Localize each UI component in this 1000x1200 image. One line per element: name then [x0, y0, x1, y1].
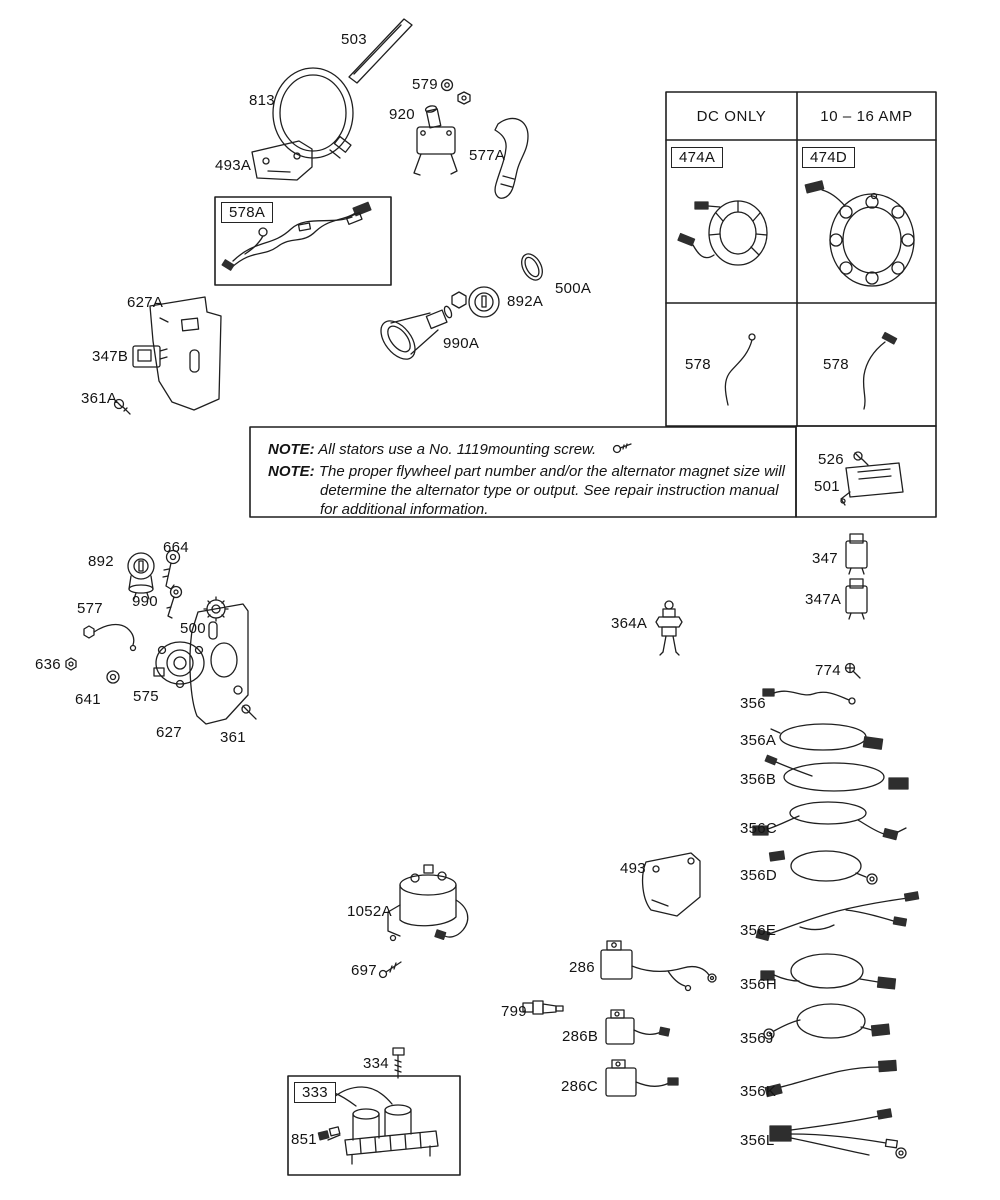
callout-356H: 356H — [740, 976, 778, 993]
part-347-switch-drawing — [846, 534, 867, 574]
callout-578-dc: 578 — [685, 356, 711, 373]
part-347B-switch-drawing — [133, 346, 167, 367]
note-2 — [268, 462, 786, 519]
callout-356J: 356J — [740, 1030, 774, 1047]
part-526-screw-drawing — [854, 452, 868, 465]
callout-347A: 347A — [805, 591, 842, 608]
callout-579: 579 — [412, 76, 438, 93]
callout-578A: 578A — [221, 202, 273, 223]
callout-474D: 474D — [802, 147, 855, 168]
part-334-bolt-drawing — [393, 1048, 404, 1078]
callout-774: 774 — [815, 662, 841, 679]
part-356K-wire-drawing — [765, 1060, 896, 1096]
callout-990: 990 — [132, 593, 158, 610]
part-575-module-drawing — [154, 642, 204, 688]
part-851-terminal-drawing — [318, 1127, 340, 1140]
part-356L-harness-drawing — [770, 1109, 906, 1158]
callout-799: 799 — [501, 1003, 527, 1020]
note-1 — [268, 440, 786, 459]
part-501-regulator-drawing — [841, 463, 903, 505]
part-641-washer-drawing — [107, 671, 119, 683]
callout-578-amp: 578 — [823, 356, 849, 373]
callout-474A: 474A — [671, 147, 723, 168]
part-990-key-drawing — [167, 587, 182, 619]
part-579-nut-drawing — [442, 80, 471, 105]
part-356H-wire-drawing — [761, 954, 895, 989]
callout-664: 664 — [163, 539, 189, 556]
callout-851: 851 — [291, 1131, 317, 1148]
callout-334: 334 — [363, 1055, 389, 1072]
part-578-wire-amp-drawing — [864, 333, 897, 409]
callout-920: 920 — [389, 106, 415, 123]
note-2-text: The proper flywheel part number and/or the alternator magnet size will determine the alternator type or output. See repair instruction manual for additional information. — [318, 463, 785, 519]
callout-361: 361 — [220, 729, 246, 746]
callout-636: 636 — [35, 656, 61, 673]
callout-813: 813 — [249, 92, 275, 109]
callout-493: 493 — [620, 860, 646, 877]
part-578-wire-dc-drawing — [725, 334, 755, 405]
part-493-bracket-drawing — [643, 853, 700, 916]
note-1-text: All stators use a No. 1119mounting screw. — [318, 441, 597, 458]
table-header-10-16-amp: 10 – 16 AMP — [820, 107, 913, 125]
callout-286C: 286C — [561, 1078, 599, 1095]
part-500A-o-ring-drawing — [517, 250, 546, 283]
part-493A-bracket-drawing — [252, 141, 312, 180]
part-892A-key-switch-drawing — [452, 287, 499, 317]
callout-1052A: 1052A — [347, 903, 392, 920]
callout-356C: 356C — [740, 820, 778, 837]
callout-503: 503 — [341, 31, 367, 48]
callout-892A: 892A — [507, 293, 544, 310]
callout-501: 501 — [814, 478, 840, 495]
part-286B-relay-drawing — [606, 1010, 670, 1044]
callout-356D: 356D — [740, 867, 778, 884]
callout-347: 347 — [812, 550, 838, 567]
callout-697: 697 — [351, 962, 377, 979]
callout-356K: 356K — [740, 1083, 777, 1100]
part-364A-oil-sensor-drawing — [656, 601, 682, 655]
part-356E-wire-drawing — [756, 892, 918, 941]
part-774-screw-drawing — [846, 664, 861, 679]
callout-364A: 364A — [611, 615, 648, 632]
callout-627A: 627A — [127, 294, 164, 311]
callout-990A: 990A — [443, 335, 480, 352]
note-2-prefix: NOTE: — [268, 463, 315, 481]
part-636-nut-drawing — [66, 658, 76, 670]
callout-286B: 286B — [562, 1028, 599, 1045]
part-920-ignition-coil-drawing — [414, 105, 457, 175]
callout-356: 356 — [740, 695, 766, 712]
callout-347B: 347B — [92, 348, 129, 365]
callout-356B: 356B — [740, 771, 777, 788]
part-503-strap-drawing — [349, 19, 412, 83]
part-356D-wire-drawing — [770, 851, 877, 884]
callout-577A: 577A — [469, 147, 506, 164]
part-474D-stator-drawing — [805, 181, 914, 286]
part-664-key-drawing — [163, 551, 180, 590]
callout-286: 286 — [569, 959, 595, 976]
callout-356E: 356E — [740, 922, 777, 939]
part-356B-wire-drawing — [765, 755, 908, 791]
part-356J-wire-drawing — [764, 1004, 889, 1039]
callout-641: 641 — [75, 691, 101, 708]
part-1052A-solenoid-drawing — [388, 865, 468, 941]
table-header-dc-only: DC ONLY — [696, 107, 767, 125]
callout-500: 500 — [180, 620, 206, 637]
callout-356L: 356L — [740, 1132, 775, 1149]
callout-892: 892 — [88, 553, 114, 570]
callout-627: 627 — [156, 724, 182, 741]
callout-356A: 356A — [740, 732, 777, 749]
callout-333: 333 — [294, 1082, 336, 1103]
notes-block — [268, 440, 786, 522]
note-1-prefix: NOTE: — [268, 441, 315, 458]
part-347A-switch-drawing — [846, 579, 867, 619]
part-356-wire-drawing — [763, 689, 855, 704]
callout-526: 526 — [818, 451, 844, 468]
part-577-wire-drawing — [84, 625, 136, 651]
part-361-screw-drawing — [242, 705, 256, 719]
callout-361A: 361A — [81, 390, 118, 407]
part-356A-wire-drawing — [771, 724, 883, 750]
part-286C-relay-drawing — [606, 1060, 678, 1096]
part-799-spark-plug-drawing — [523, 1001, 563, 1014]
part-990A-horn-drawing — [374, 305, 453, 365]
callout-500A: 500A — [555, 280, 592, 297]
callout-577: 577 — [77, 600, 103, 617]
part-286-relay-drawing — [601, 941, 716, 991]
part-697-screw-drawing — [380, 962, 402, 978]
part-474A-stator-drawing — [678, 201, 767, 265]
callout-575: 575 — [133, 688, 159, 705]
callout-493A: 493A — [215, 157, 252, 174]
